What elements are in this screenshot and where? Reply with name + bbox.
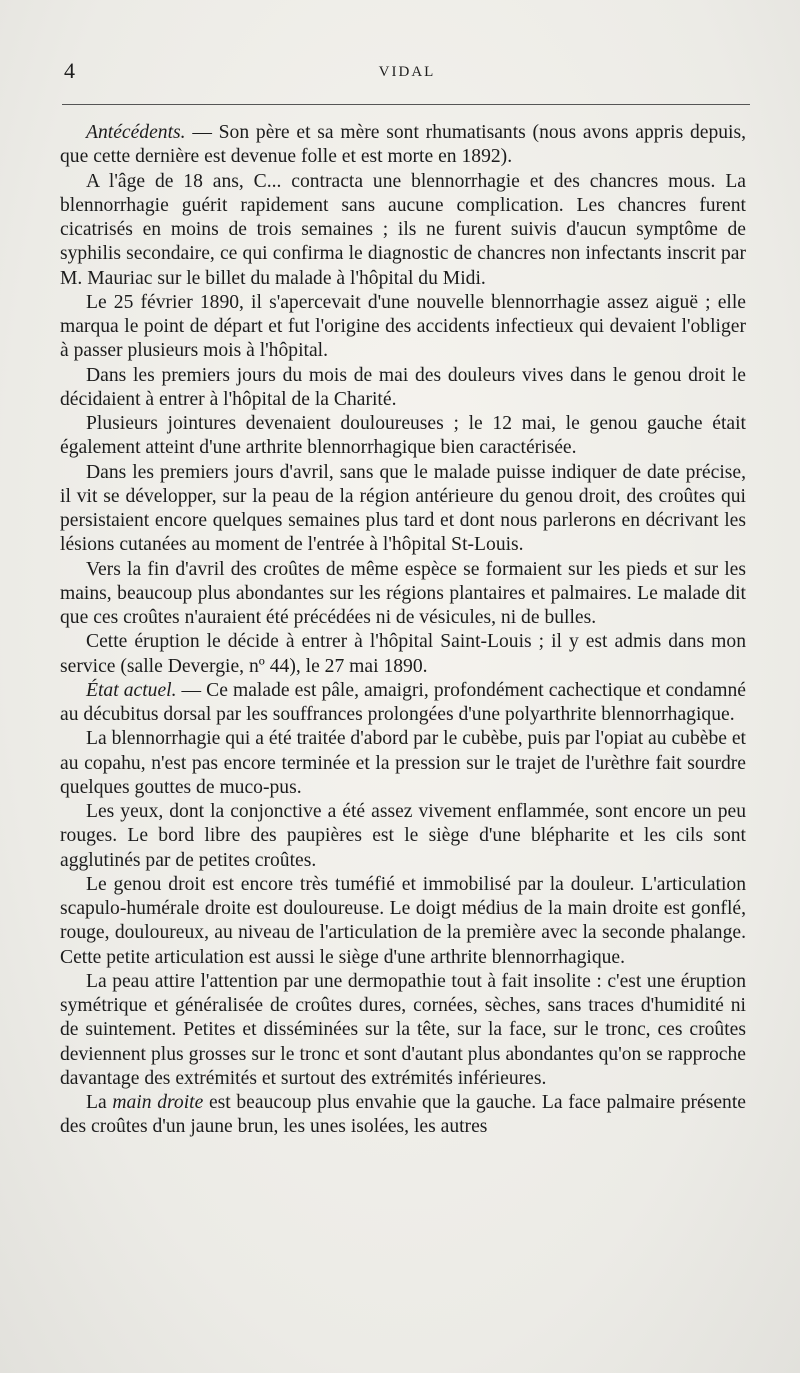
paragraph-text: Les yeux, dont la conjonctive a été assez vivement enflammée, sont encore un peu rouges. Le bord libre des paupières est le siège d'une blépharite et les cils sont agglutinés par de petites croûtes. [60, 801, 746, 871]
paragraph-text: — Ce malade est pâle, amaigri, profondément cachectique et condamné au décubitus dorsal par les souffrances prolongées d'une polyarthrite blennorrhagique. [60, 679, 746, 725]
paragraph-text: Dans les premiers jours d'avril, sans que le malade puisse indiquer de date précise, il vit se développer, sur la peau de la région antérieure du genou droit, des croûtes qui persistaient encore quelques semaines plus tard et dont nous parlerons en décrivant les lésions cutanées au moment de l'entrée à l'hôpital St-Louis. [60, 461, 746, 556]
page-header [62, 58, 752, 88]
paragraph-text: Le 25 février 1890, il s'apercevait d'une nouvelle blennorrhagie assez aiguë ; elle marqua le point de départ et fut l'origine des accidents infectieux qui devaient l'obliger à passer plusieurs mois à l'hôpital. [60, 291, 746, 362]
body-text [60, 121, 746, 1140]
paragraph [60, 461, 746, 558]
paragraph [60, 873, 746, 970]
paragraph [60, 291, 746, 364]
paragraph-text: Cette éruption le décide à entrer à l'hôpital Saint-Louis ; il y est admis dans mon service (salle Devergie, nº 44), le 27 mai 1890. [60, 631, 746, 677]
section-lead: Antécédents. [86, 122, 186, 143]
paragraph-text: Vers la fin d'avril des croûtes de même espèce se formaient sur les pieds et sur les mains, beaucoup plus abondantes sur les régions plantaires et palmaires. Le malade dit que ces croûtes n'auraient été précédées ni de vésicules, ni de bulles. [60, 558, 746, 628]
emphasized-term: main droite [112, 1092, 204, 1113]
paragraph-text: Le genou droit est encore très tuméfié et immobilisé par la douleur. L'articulation scapulo-humérale droite est douloureuse. Le doigt médius de la main droite est gonflé, rouge, douloureux, au niveau de l'articulation de la première avec la seconde phalange. Cette petite articulation est aussi le siège d'une arthrite blennorrhagique. [60, 873, 746, 968]
paragraph [60, 679, 746, 728]
paragraph-text: A l'âge de 18 ans, C... contracta une blennorrhagie et des chancres mous. La blennorrhagie guérit rapidement sans aucune complication. Les chancres furent cicatrisés en moins de trois semaines ; ils ne furent suivis d'aucun symptôme de syphilis secondaire, ce qui confirma le diagnostic de chancres non infectants inscrit par M. Mauriac sur le billet du malade à l'hôpital du Midi. [60, 170, 746, 289]
paragraph [60, 970, 746, 1091]
paragraph [60, 364, 746, 413]
paragraph [60, 800, 746, 873]
paragraph-text: Dans les premiers jours du mois de mai des douleurs vives dans le genou droit le décidaient à entrer à l'hôpital de la Charité. [60, 364, 746, 410]
paragraph [60, 558, 746, 631]
running-title: VIDAL [378, 64, 436, 80]
paragraph-text: La peau attire l'attention par une dermopathie tout à fait insolite : c'est une éruption symétrique et généralisée de croûtes dures, cornées, sèches, sans traces d'humidité ni de suintement. Petites et disséminées sur la tête, sur la face, sur le tronc, ces croûtes deviennent plus grosses sur le tronc et sont d'autant plus abondantes qu'on se rapproche davantage des extrémités et surtout des extrémités inférieures. [60, 970, 746, 1089]
section-lead: État actuel. [86, 679, 177, 701]
paragraph [60, 121, 746, 170]
paragraph-text: Plusieurs jointures devenaient douloureuses ; le 12 mai, le genou gauche était également atteint d'une arthrite blennorrhagique bien caractérisée. [60, 413, 746, 459]
paragraph [60, 630, 746, 679]
page-number: 4 [64, 58, 75, 83]
paragraph [60, 1091, 746, 1140]
paragraph [60, 170, 746, 291]
paragraph-text: est beaucoup plus envahie que la gauche. La face palmaire présente des croûtes d'un jaune brun, les unes isolées, les autres [60, 1092, 746, 1138]
paragraph [60, 727, 746, 800]
header-rule [62, 104, 750, 105]
paragraph [60, 412, 746, 461]
paragraph-text: — Son père et sa mère sont rhumatisants (nous avons appris depuis, que cette dernière est devenue folle et est morte en 1892). [60, 122, 746, 168]
paragraph-prefix: La [86, 1092, 113, 1113]
paragraph-text: La blennorrhagie qui a été traitée d'abord par le cubèbe, puis par l'opiat au cubèbe et au copahu, n'est pas encore terminée et la pression sur le trajet de l'urèthre fait sourdre quelques gouttes de muco-pus. [60, 728, 746, 798]
